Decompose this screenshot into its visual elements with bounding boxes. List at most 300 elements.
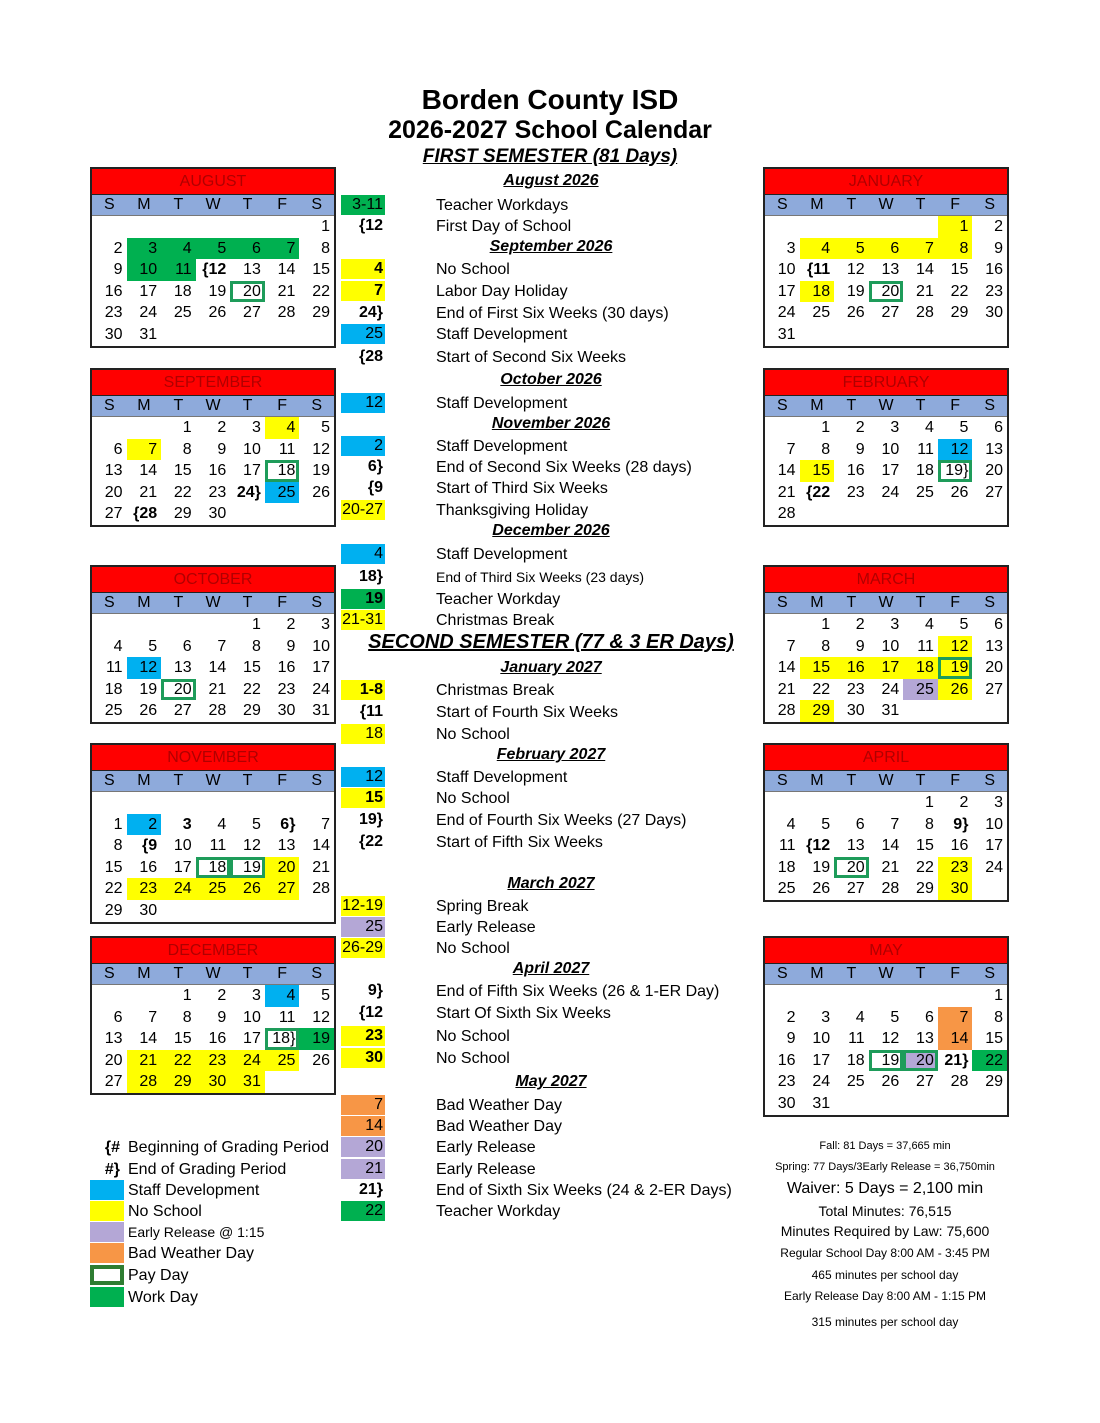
day-cell: 8 xyxy=(182,440,192,458)
day-cell: 21 xyxy=(139,483,158,501)
day-cell: 20 xyxy=(985,659,1003,677)
day-cell: 11 xyxy=(105,659,123,677)
day-cell: 12 xyxy=(243,837,261,855)
day-cell: 15 xyxy=(916,837,934,855)
day-cell: 28 xyxy=(777,702,796,720)
calendar-title: 2026-2027 School Calendar xyxy=(388,116,712,144)
day-cell: 16 xyxy=(846,462,865,480)
day-cell: 19 xyxy=(312,462,330,480)
day-cell: 20 xyxy=(230,281,265,303)
legend-item xyxy=(90,1201,350,1222)
day-cell: 5 xyxy=(834,238,869,260)
event-description: Thanksgiving Holiday xyxy=(436,502,589,519)
month-grid xyxy=(92,771,334,922)
month-heading: December 2026 xyxy=(492,522,610,539)
day-cell: 2 xyxy=(127,814,162,836)
day-cell: 22 xyxy=(972,1050,1007,1072)
event-date: 21} xyxy=(358,1181,383,1198)
day-cell: 18 xyxy=(800,281,835,303)
weekday-header: T xyxy=(903,771,938,792)
weekday-header: S xyxy=(299,771,334,792)
day-cell: 27 xyxy=(104,505,123,523)
day-cell: 13 xyxy=(985,637,1003,655)
day-cell: 2 xyxy=(113,239,123,257)
weekday-header: W xyxy=(196,964,231,985)
day-cell: 9 xyxy=(217,1008,227,1026)
day-cell: 10 xyxy=(243,1008,261,1026)
month-october xyxy=(90,565,336,724)
day-cell: 29 xyxy=(800,700,835,722)
event-row xyxy=(341,810,761,831)
weekday-header: S xyxy=(765,771,800,792)
empty-cell xyxy=(265,503,300,525)
empty-cell xyxy=(869,324,904,346)
event-row xyxy=(341,917,761,938)
day-cell: 8 xyxy=(321,239,330,257)
event-description: Bad Weather Day xyxy=(436,1097,562,1114)
event-row xyxy=(341,281,761,302)
event-description: No School xyxy=(436,940,510,957)
day-cell: 12 xyxy=(938,439,973,461)
day-cell: 8 xyxy=(938,238,973,260)
legend-item xyxy=(90,1137,350,1158)
day-cell: 16 xyxy=(777,1051,796,1069)
day-cell: 9 xyxy=(855,637,865,655)
day-cell: 23 xyxy=(104,304,123,322)
day-cell: 9 xyxy=(286,637,296,655)
event-description: No School xyxy=(436,261,510,278)
day-cell: 18 xyxy=(916,462,934,480)
day-cell: 13 xyxy=(846,837,865,855)
month-name: APRIL xyxy=(765,745,1007,771)
event-date: 12 xyxy=(341,393,385,413)
day-cell: 14 xyxy=(139,462,158,480)
weekday-header: M xyxy=(127,771,162,792)
event-description: End of Fourth Six Weeks (27 Days) xyxy=(436,812,687,829)
event-description: Staff Development xyxy=(436,769,568,786)
event-row xyxy=(341,1095,761,1116)
day-cell: 2 xyxy=(217,987,227,1004)
day-cell: 14 xyxy=(139,1030,158,1048)
day-cell: 8 xyxy=(821,637,831,655)
weekday-header: S xyxy=(92,396,127,417)
weekday-header: T xyxy=(161,195,196,216)
weekday-header: F xyxy=(265,771,300,792)
day-cell: {12 xyxy=(202,261,227,279)
legend-label: Bad Weather Day xyxy=(128,1245,254,1262)
day-cell: 5 xyxy=(821,815,831,833)
empty-cell xyxy=(800,503,835,525)
month-name: AUGUST xyxy=(92,169,334,195)
empty-cell xyxy=(800,985,835,1007)
day-cell: 23 xyxy=(127,878,162,900)
month-april xyxy=(763,743,1009,902)
day-cell: 23 xyxy=(985,282,1003,300)
day-cell: 10 xyxy=(881,440,900,458)
second-semester-heading: SECOND SEMESTER (77 & 3 ER Days) xyxy=(368,631,734,653)
legend-label: Early Release @ 1:15 xyxy=(128,1224,265,1240)
month-heading: May 2027 xyxy=(515,1073,587,1090)
weekday-header: T xyxy=(230,396,265,417)
event-description: Staff Development xyxy=(436,546,568,563)
day-cell: 24 xyxy=(312,680,330,698)
weekday-header: T xyxy=(903,593,938,614)
day-cell: 22 xyxy=(812,680,831,698)
event-date: 12 xyxy=(341,767,385,787)
empty-cell xyxy=(196,216,231,238)
day-cell: 28 xyxy=(312,880,330,898)
day-cell: 14 xyxy=(777,659,796,677)
event-row xyxy=(341,1026,761,1047)
empty-cell xyxy=(972,700,1007,722)
month-november xyxy=(90,743,336,924)
event-date: {22 xyxy=(358,833,383,850)
empty-cell xyxy=(869,216,904,238)
legend-item xyxy=(90,1265,350,1286)
legend-label: Staff Development xyxy=(128,1182,260,1199)
month-heading: September 2026 xyxy=(489,238,613,255)
empty-cell xyxy=(972,1093,1007,1115)
day-cell: 4 xyxy=(161,238,196,260)
legend-item xyxy=(90,1222,350,1243)
day-cell: 26 xyxy=(139,702,158,720)
day-cell: 23 xyxy=(777,1073,796,1091)
month-grid xyxy=(92,396,334,525)
empty-cell xyxy=(265,216,300,238)
event-description: No School xyxy=(436,1050,510,1067)
event-description: First Day of School xyxy=(436,218,572,235)
empty-cell xyxy=(299,503,334,525)
event-row xyxy=(341,1159,761,1180)
weekday-header: T xyxy=(903,195,938,216)
empty-cell xyxy=(800,216,835,238)
day-cell: 17 xyxy=(881,462,900,480)
day-cell: {28 xyxy=(133,505,158,523)
weekday-header: S xyxy=(299,593,334,614)
day-cell: 11 xyxy=(917,637,934,655)
day-cell: 7 xyxy=(265,238,300,260)
weekday-header: S xyxy=(972,593,1007,614)
weekday-header: T xyxy=(834,964,869,985)
day-cell: 7 xyxy=(903,238,938,260)
empty-cell xyxy=(299,792,334,814)
minutes-note: Spring: 77 Days/3Early Release = 36,750min xyxy=(775,1161,995,1173)
empty-cell xyxy=(196,900,231,922)
empty-cell xyxy=(265,900,300,922)
weekday-header: T xyxy=(834,593,869,614)
day-cell: 5 xyxy=(148,637,158,655)
empty-cell xyxy=(265,324,300,346)
legend-item xyxy=(90,1180,350,1201)
day-cell: 8 xyxy=(251,637,261,655)
day-cell: 16 xyxy=(139,858,158,876)
day-cell: 6 xyxy=(994,616,1003,633)
day-cell: 24 xyxy=(161,878,196,900)
day-cell: 10 xyxy=(312,637,330,655)
month-grid xyxy=(765,195,1007,346)
weekday-header: S xyxy=(92,964,127,985)
day-cell: 11 xyxy=(778,837,796,855)
empty-cell xyxy=(230,792,265,814)
day-cell: 10 xyxy=(173,837,192,855)
weekday-header: T xyxy=(161,396,196,417)
day-cell: 13 xyxy=(277,837,296,855)
day-cell: 14 xyxy=(312,837,330,855)
day-cell: 2 xyxy=(855,419,865,436)
event-row xyxy=(341,216,761,237)
day-cell: 19 xyxy=(139,680,158,698)
weekday-header: M xyxy=(127,195,162,216)
month-heading: March 2027 xyxy=(507,875,595,892)
weekday-header: S xyxy=(299,396,334,417)
day-cell: 7 xyxy=(938,1007,973,1029)
day-cell: 12 xyxy=(846,261,865,279)
event-date: 23 xyxy=(341,1026,385,1046)
event-row xyxy=(341,436,761,457)
day-cell: 29 xyxy=(950,304,969,322)
day-cell: 27 xyxy=(846,880,865,898)
day-cell: 4 xyxy=(265,417,300,439)
empty-cell xyxy=(299,1071,334,1093)
event-description: Start Of Sixth Six Weeks xyxy=(436,1005,611,1022)
day-cell: 20 xyxy=(161,679,196,701)
day-cell: 19 xyxy=(299,1028,334,1050)
weekday-header: T xyxy=(903,396,938,417)
empty-cell xyxy=(869,503,904,525)
event-date: 6} xyxy=(367,458,383,475)
day-cell: 27 xyxy=(881,304,900,322)
weekday-header: F xyxy=(938,964,973,985)
day-cell: 25 xyxy=(903,679,938,701)
event-description: Bad Weather Day xyxy=(436,1118,562,1135)
empty-cell xyxy=(938,503,973,525)
day-cell: 27 xyxy=(243,304,261,322)
day-cell: 23 xyxy=(846,680,865,698)
day-cell: 21} xyxy=(944,1051,969,1069)
empty-cell xyxy=(938,700,973,722)
event-row xyxy=(341,544,761,565)
day-cell: 19 xyxy=(812,858,831,876)
day-cell: 13 xyxy=(104,1030,123,1048)
minutes-note: 315 minutes per school day xyxy=(811,1315,959,1329)
day-cell: 27 xyxy=(104,1073,123,1091)
day-cell: 11 xyxy=(917,440,934,458)
day-cell: 1 xyxy=(182,987,192,1004)
day-cell: 31 xyxy=(312,702,330,720)
day-cell: 1 xyxy=(321,218,330,235)
event-description: Start of Second Six Weeks xyxy=(436,349,627,366)
event-row xyxy=(341,457,761,478)
weekday-header: T xyxy=(230,964,265,985)
day-cell: 6 xyxy=(113,440,123,458)
empty-cell xyxy=(127,216,162,238)
empty-cell xyxy=(299,324,334,346)
day-cell: 7 xyxy=(890,815,900,833)
day-cell: 29 xyxy=(312,304,330,322)
day-cell: 21 xyxy=(916,282,934,300)
day-cell: 30 xyxy=(846,702,865,720)
empty-cell xyxy=(869,1093,904,1115)
day-cell: 2 xyxy=(286,616,296,633)
day-cell: 7 xyxy=(786,637,796,655)
day-cell: 3 xyxy=(890,419,900,436)
month-heading: August 2026 xyxy=(503,172,599,189)
day-cell: 18 xyxy=(196,857,231,879)
day-cell: 11 xyxy=(209,837,227,855)
day-cell: 13 xyxy=(243,261,261,279)
day-cell: 18 xyxy=(265,460,300,482)
day-cell: 18 xyxy=(104,680,123,698)
day-cell: 8 xyxy=(182,1008,192,1026)
event-description: Christmas Break xyxy=(436,682,555,699)
day-cell: 28 xyxy=(127,1071,162,1093)
empty-cell xyxy=(161,614,196,636)
day-cell: 21 xyxy=(208,680,227,698)
day-cell: 7 xyxy=(217,637,227,655)
day-cell: 3 xyxy=(821,1008,831,1026)
event-description: No School xyxy=(436,1028,510,1045)
event-date: 19} xyxy=(358,811,383,828)
day-cell: 31 xyxy=(881,702,900,720)
day-cell: 30 xyxy=(985,304,1003,322)
event-description: Start of Fourth Six Weeks xyxy=(436,704,618,721)
day-cell: 3 xyxy=(321,616,330,633)
event-date: {28 xyxy=(358,348,383,365)
weekday-header: T xyxy=(161,593,196,614)
day-cell: 16 xyxy=(834,657,869,679)
day-cell: 17 xyxy=(812,1051,831,1069)
empty-cell xyxy=(127,792,162,814)
day-cell: {9 xyxy=(142,837,158,855)
day-cell: 25 xyxy=(196,878,231,900)
weekday-header: F xyxy=(938,396,973,417)
event-date: 4 xyxy=(341,259,385,279)
event-row xyxy=(341,767,761,788)
day-cell: 17 xyxy=(869,657,904,679)
day-cell: 22 xyxy=(173,483,192,501)
day-cell: 8 xyxy=(113,837,123,855)
day-cell: 13 xyxy=(916,1030,934,1048)
day-cell: 17 xyxy=(173,858,192,876)
legend-label: Beginning of Grading Period xyxy=(128,1139,330,1156)
first-semester-heading: FIRST SEMESTER (81 Days) xyxy=(422,146,678,167)
weekday-header: S xyxy=(92,195,127,216)
weekday-header: T xyxy=(903,964,938,985)
event-date: {12 xyxy=(358,217,383,234)
day-cell: 17 xyxy=(312,659,330,677)
day-cell: 29 xyxy=(161,1071,196,1093)
event-row xyxy=(341,788,761,809)
day-cell: 27 xyxy=(265,878,300,900)
day-cell: 20 xyxy=(104,1051,123,1069)
day-cell: 5 xyxy=(959,419,969,436)
legend-symbol: #} xyxy=(104,1161,120,1178)
empty-cell xyxy=(834,324,869,346)
day-cell: 8 xyxy=(994,1008,1003,1026)
day-cell: 6 xyxy=(855,815,865,833)
day-cell: 2 xyxy=(855,616,865,633)
weekday-header: W xyxy=(196,771,231,792)
day-cell: 24 xyxy=(985,858,1003,876)
weekday-header: S xyxy=(972,396,1007,417)
month-may xyxy=(763,936,1009,1117)
day-cell: 6} xyxy=(280,815,296,833)
day-cell: 21 xyxy=(777,483,796,501)
empty-cell xyxy=(265,1071,300,1093)
event-description: End of Second Six Weeks (28 days) xyxy=(436,459,692,476)
day-cell: 17 xyxy=(777,282,796,300)
event-date: 18 xyxy=(341,724,385,744)
empty-cell xyxy=(903,503,938,525)
day-cell: 9 xyxy=(217,440,227,458)
day-cell: 30 xyxy=(938,878,973,900)
day-cell: 28 xyxy=(777,505,796,523)
event-row xyxy=(341,1180,761,1201)
day-cell: 24} xyxy=(236,483,261,501)
event-date: 21 xyxy=(341,1159,385,1179)
event-date: 20-27 xyxy=(342,501,383,518)
month-name: SEPTEMBER xyxy=(92,370,334,396)
day-cell: 18 xyxy=(173,282,192,300)
month-name: JANUARY xyxy=(765,169,1007,195)
day-cell: 21 xyxy=(777,680,796,698)
day-cell: 13 xyxy=(985,440,1003,458)
day-cell: 2 xyxy=(217,419,227,436)
event-row xyxy=(341,724,761,745)
day-cell: 27 xyxy=(985,483,1003,501)
day-cell: 30 xyxy=(104,325,123,343)
day-cell: 10 xyxy=(985,815,1003,833)
day-cell: 29 xyxy=(985,1073,1003,1091)
day-cell: 1 xyxy=(821,419,831,436)
event-description: Early Release xyxy=(436,1139,536,1156)
day-cell: 19 xyxy=(938,657,973,679)
month-name: NOVEMBER xyxy=(92,745,334,771)
event-row xyxy=(341,259,761,280)
day-cell: 6 xyxy=(924,1008,934,1026)
empty-cell xyxy=(127,985,162,1007)
empty-cell xyxy=(230,324,265,346)
day-cell: 27 xyxy=(916,1073,934,1091)
event-description: End of Fifth Six Weeks (26 & 1-ER Day) xyxy=(436,983,720,1000)
day-cell: 16 xyxy=(985,261,1003,279)
weekday-header: S xyxy=(972,771,1007,792)
day-cell: 14 xyxy=(208,659,227,677)
day-cell: 3 xyxy=(890,616,900,633)
day-cell: 17 xyxy=(139,282,158,300)
day-cell: 25 xyxy=(812,304,831,322)
day-cell: 26 xyxy=(950,483,969,501)
day-cell: 4 xyxy=(265,985,300,1007)
day-cell: 30 xyxy=(208,505,227,523)
day-cell: 19 xyxy=(846,282,865,300)
day-cell: 1 xyxy=(821,616,831,633)
day-cell: 17 xyxy=(985,837,1003,855)
empty-cell xyxy=(161,792,196,814)
weekday-header: F xyxy=(265,396,300,417)
month-name: MAY xyxy=(765,938,1007,964)
day-cell: 21 xyxy=(312,858,330,876)
month-grid xyxy=(92,964,334,1093)
day-cell: 23 xyxy=(938,857,973,879)
day-cell: 9 xyxy=(786,1030,796,1048)
weekday-header: M xyxy=(127,396,162,417)
day-cell: 26 xyxy=(881,1073,900,1091)
day-cell: 12 xyxy=(881,1030,900,1048)
day-cell: 9 xyxy=(994,239,1003,257)
event-date: 7 xyxy=(341,281,385,301)
day-cell: 4 xyxy=(217,815,227,833)
